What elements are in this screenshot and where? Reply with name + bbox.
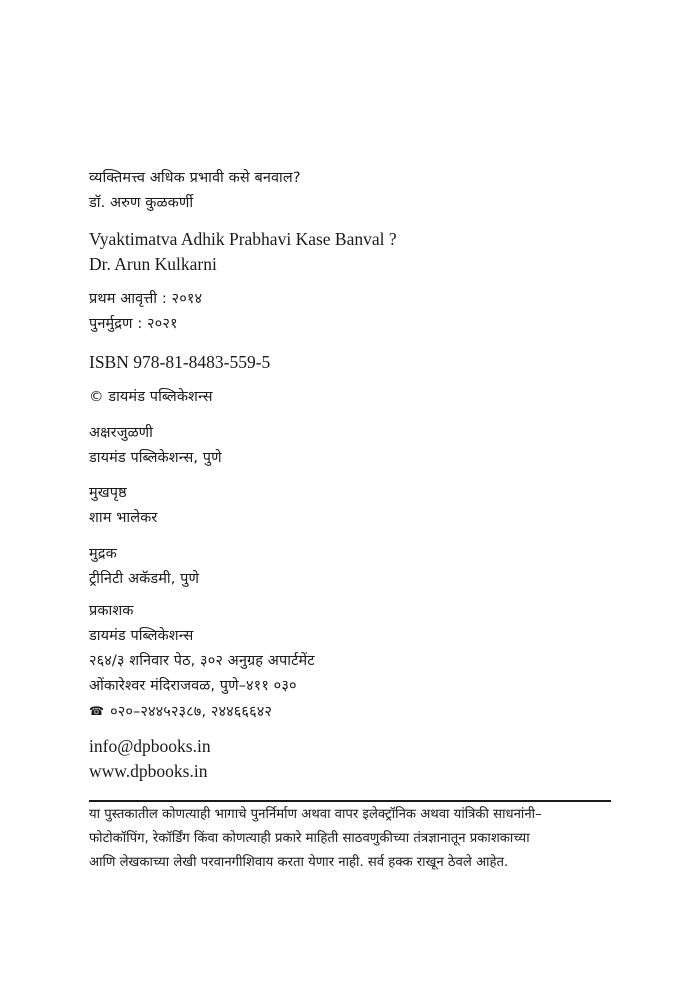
- divider-rule: [89, 800, 611, 802]
- publisher-phone-row: [89, 698, 272, 725]
- rights-notice-line: फोटोकॉपिंग, रेकॉर्डिंग किंवा कोणत्याही प्रकारे माहिती साठवणुकीच्या तंत्रज्ञानातून प्रकाशकाच्या: [89, 831, 530, 846]
- publisher-address-line1: २६४/३ शनिवार पेठ, ३०२ अनुग्रह अपार्टमेंट: [89, 653, 315, 669]
- isbn: ISBN 978-81-8483-559-5: [89, 352, 271, 372]
- publisher-name: डायमंड पब्लिकेशन्स: [89, 628, 194, 644]
- author-english: Dr. Arun Kulkarni: [89, 254, 217, 274]
- author-marathi: डॉ. अरुण कुळकर्णी: [89, 195, 194, 211]
- telephone-icon: ☎: [89, 704, 105, 718]
- typesetting-label: अक्षरजुळणी: [89, 425, 154, 441]
- cover-label: मुखपृष्ठ: [89, 485, 127, 501]
- copyright-notice: © डायमंड पब्लिकेशन्स: [89, 389, 213, 405]
- publisher-label: प्रकाशक: [89, 603, 134, 619]
- typesetting-value: डायमंड पब्लिकेशन्स, पुणे: [89, 450, 222, 466]
- publisher-website[interactable]: www.dpbooks.in: [89, 761, 208, 781]
- printer-value: ट्रीनिटी अकॅडमी, पुणे: [89, 571, 200, 587]
- reprint-edition: पुनर्मुद्रण : २०२१: [89, 316, 178, 332]
- rights-notice-line: आणि लेखकाच्या लेखी परवानगीशिवाय करता येणार नाही. सर्व हक्क राखून ठेवले आहेत.: [89, 855, 509, 870]
- book-title-marathi: व्यक्तिमत्त्व अधिक प्रभावी कसे बनवाल?: [89, 170, 301, 186]
- publisher-address-line2: ओंकारेश्वर मंदिराजवळ, पुणे–४११ ०३०: [89, 678, 297, 694]
- rights-notice-line: या पुस्तकातील कोणत्याही भागाचे पुनर्निर्माण अथवा वापर इलेक्ट्रॉनिक अथवा यांत्रिकी साधनांनी–: [89, 807, 542, 822]
- publisher-email[interactable]: info@dpbooks.in: [89, 736, 211, 756]
- publisher-phone: ०२०–२४४५२३८७, २४४६६६४२: [110, 704, 272, 720]
- cover-value: शाम भालेकर: [89, 510, 158, 526]
- rights-notice: [89, 803, 611, 875]
- book-title-english: Vyaktimatva Adhik Prabhavi Kase Banval ?: [89, 229, 397, 249]
- printer-label: मुद्रक: [89, 546, 117, 562]
- first-edition: प्रथम आवृत्ती : २०१४: [89, 291, 203, 307]
